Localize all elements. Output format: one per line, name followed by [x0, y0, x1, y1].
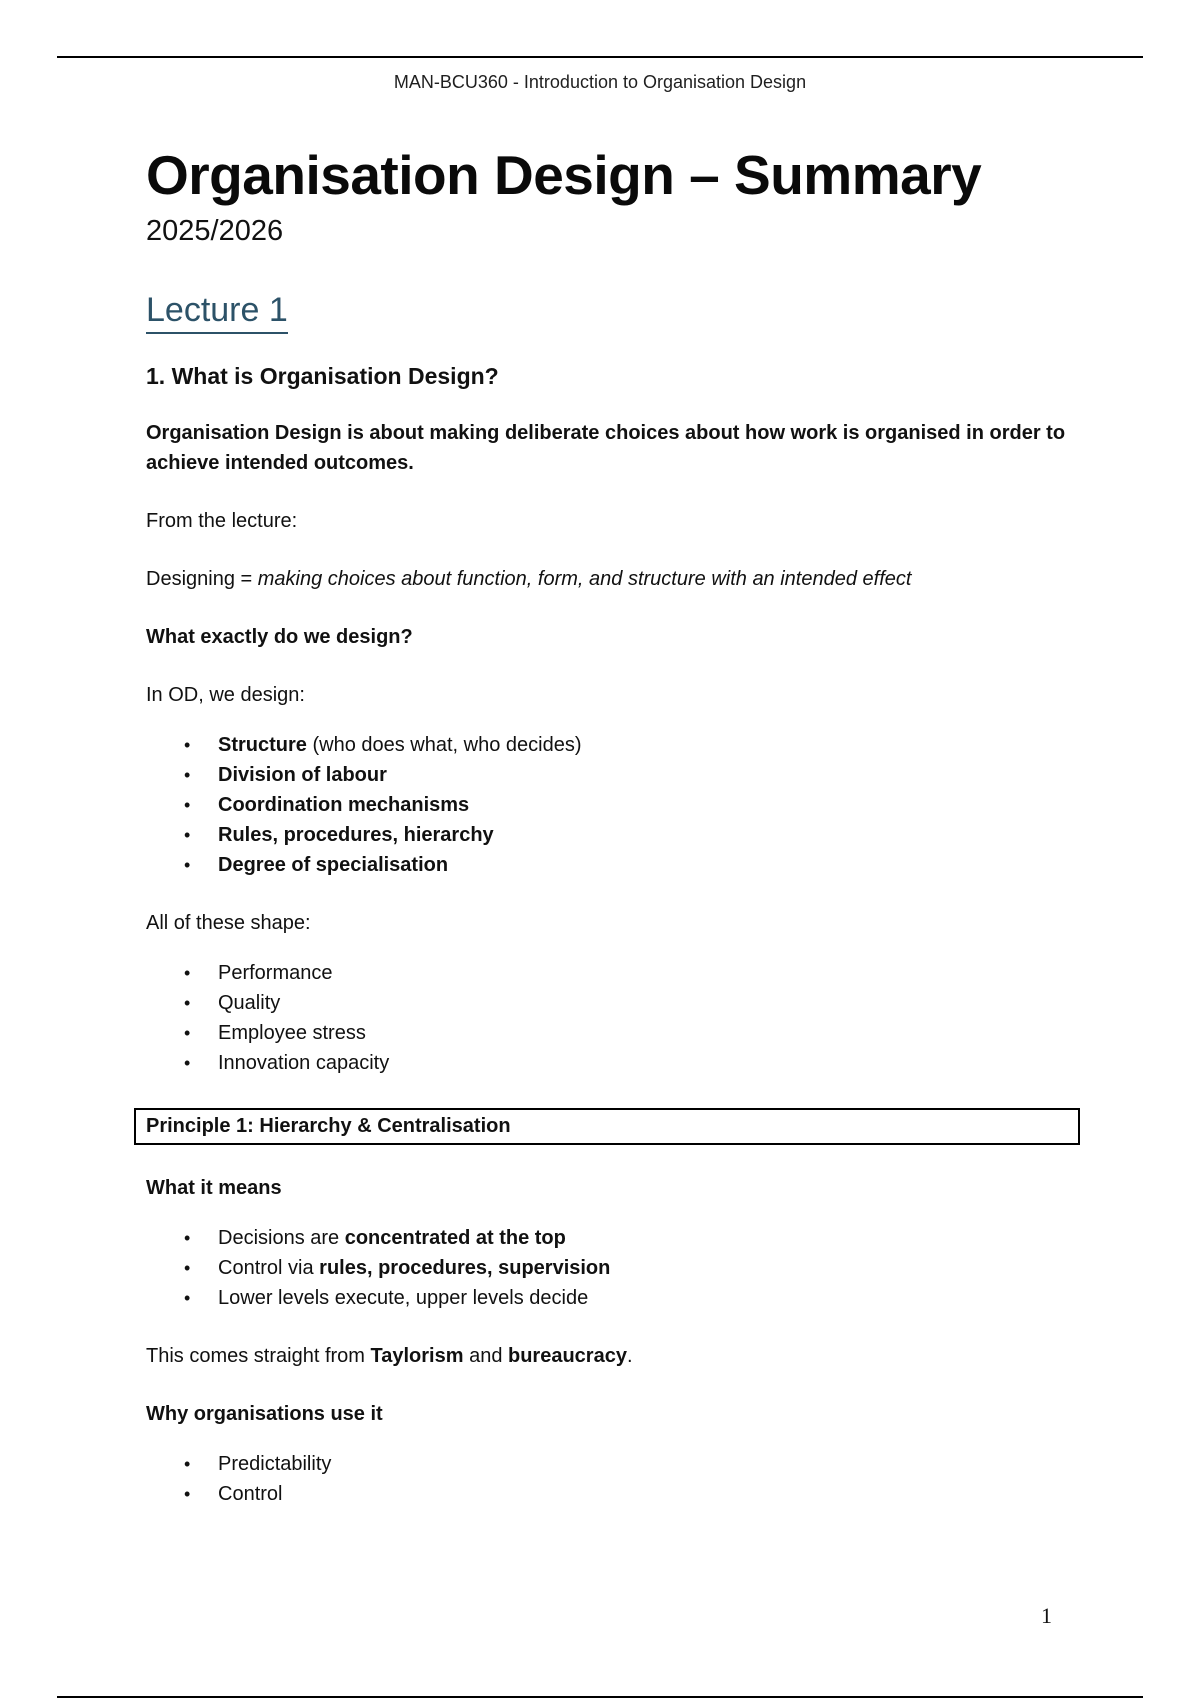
list-item: • Innovation capacity	[146, 1048, 1076, 1078]
list-item: • Lower levels execute, upper levels decide	[146, 1283, 1076, 1313]
bullet-icon: •	[184, 765, 191, 785]
list-item: • Quality	[146, 988, 1076, 1018]
bullet-icon: •	[184, 735, 191, 755]
principle-box: Principle 1: Hierarchy & Centralisation	[134, 1108, 1080, 1145]
list-item: • Decisions are concentrated at the top	[146, 1223, 1076, 1253]
design-list	[146, 730, 1076, 880]
list-item: • Rules, procedures, hierarchy	[146, 820, 1076, 850]
from-lecture-text: From the lecture:	[146, 510, 298, 532]
shape-list	[146, 958, 1076, 1078]
list-item: • Division of labour	[146, 760, 1076, 790]
in-od-text: In OD, we design:	[146, 684, 305, 706]
list-item: • Control	[146, 1479, 1076, 1509]
list-item: • Control via rules, procedures, supervision	[146, 1253, 1076, 1283]
what-it-means-heading: What it means	[146, 1177, 282, 1199]
why-heading: Why organisations use it	[146, 1403, 383, 1425]
bullet-icon: •	[184, 1454, 191, 1474]
list-item: • Structure (who does what, who decides)	[146, 730, 1076, 760]
designing-prefix: Designing =	[146, 568, 258, 590]
page-content	[146, 140, 1076, 1509]
section-heading: 1. What is Organisation Design?	[146, 363, 499, 389]
bullet-icon: •	[184, 1288, 191, 1308]
definition-lead: Organisation Design is about making deliberate choices about how work is organised in order to achieve intended outcomes.	[146, 422, 1066, 474]
page-number: 1	[1041, 1603, 1052, 1628]
shape-intro: All of these shape:	[146, 912, 311, 934]
document-title: Organisation Design – Summary	[146, 144, 982, 206]
list-item: • Degree of specialisation	[146, 850, 1076, 880]
bullet-icon: •	[184, 795, 191, 815]
bullet-icon: •	[184, 1258, 191, 1278]
bullet-icon: •	[184, 1023, 191, 1043]
lecture-heading: Lecture 1	[146, 288, 288, 334]
bullet-icon: •	[184, 1228, 191, 1248]
header-rule	[57, 56, 1143, 58]
bullet-icon: •	[184, 855, 191, 875]
bullet-icon: •	[184, 963, 191, 983]
list-item: • Performance	[146, 958, 1076, 988]
bullet-icon: •	[184, 1484, 191, 1504]
bullet-icon: •	[184, 993, 191, 1013]
running-header: MAN-BCU360 - Introduction to Organisation Design	[393, 72, 807, 92]
why-list	[146, 1449, 1076, 1509]
origin-text: This comes straight from Taylorism and bureaucracy.	[146, 1345, 633, 1367]
what-we-design-heading: What exactly do we design?	[146, 626, 413, 648]
bullet-icon: •	[184, 1053, 191, 1073]
means-list	[146, 1223, 1076, 1313]
bullet-icon: •	[184, 825, 191, 845]
academic-year: 2025/2026	[146, 215, 284, 247]
footer-rule	[57, 1696, 1143, 1698]
list-item: • Predictability	[146, 1449, 1076, 1479]
designing-italic: making choices about function, form, and structure with an intended effect	[257, 568, 912, 590]
list-item: • Employee stress	[146, 1018, 1076, 1048]
list-item: • Coordination mechanisms	[146, 790, 1076, 820]
designing-definition	[146, 564, 1076, 594]
